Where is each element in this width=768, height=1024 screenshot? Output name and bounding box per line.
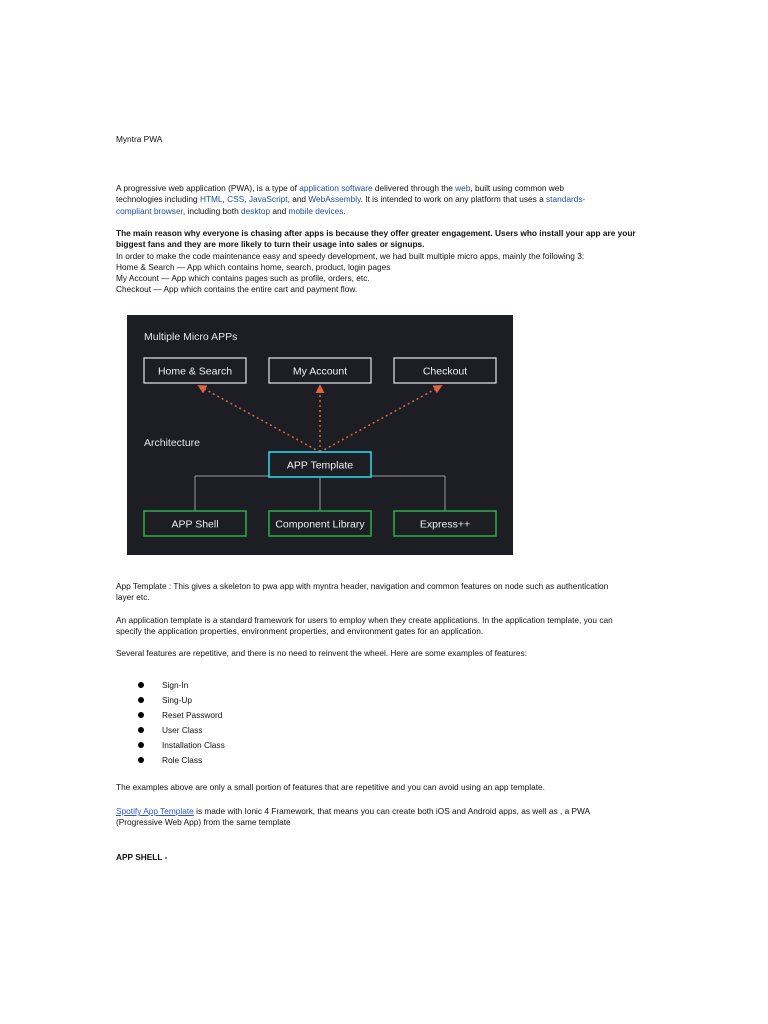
- architecture-heading: Architecture: [144, 437, 201, 449]
- spotify-line-2: (Progressive Web App) from the same template: [116, 817, 291, 828]
- feature-label: Reset Password: [162, 710, 223, 720]
- features-intro: Several features are repetitive, and there is no need to reinvent the wheel. Here are some examples of features:: [116, 648, 527, 658]
- reason-line-3: In order to make the code maintenance easy and speedy development, we had built multiple micro apps, mainly the following 3:: [116, 250, 585, 261]
- bullet-icon: [138, 742, 144, 748]
- link-web[interactable]: web: [455, 183, 471, 193]
- intro-text: A progressive web application (PWA), is a type of: [116, 183, 300, 193]
- app-template-description: [116, 581, 652, 604]
- intro-text: , and: [287, 194, 309, 205]
- reason-line-2: biggest fans and they are more likely to turn their usage into sales or signups.: [116, 239, 425, 250]
- arrow-to-checkout: [320, 386, 441, 452]
- feature-label: Installation Class: [162, 740, 225, 750]
- app-template-label: APP Template: [286, 459, 354, 472]
- bullet-icon: [138, 682, 144, 688]
- app-template-def-line-2: specify the application properties, environment properties, and environment gates for an application.: [116, 626, 484, 637]
- app-shell-heading: APP SHELL -: [116, 852, 168, 862]
- link-application-software[interactable]: application software: [299, 183, 373, 193]
- link-compliant-browser[interactable]: compliant browser: [116, 205, 183, 216]
- reason-paragraph: [116, 228, 652, 296]
- express-label: Express++: [419, 518, 471, 531]
- intro-text: ,: [222, 194, 228, 205]
- spotify-line-1: [116, 806, 652, 817]
- app-template-def-line-1: An application template is a standard framework for users to employ when they create applications. In the application template, you can: [116, 615, 613, 625]
- component-library-label: Component Library: [275, 518, 365, 531]
- app-shell-label: APP Shell: [171, 518, 219, 531]
- intro-paragraph: [116, 183, 652, 217]
- architecture-diagram: [127, 315, 513, 555]
- reason-line-4: Home & Search — App which contains home, search, product, login pages: [116, 261, 391, 272]
- intro-line-1: [116, 183, 652, 194]
- architecture-diagram-svg: [127, 315, 513, 555]
- app-template-desc-line-2: layer etc.: [116, 592, 150, 603]
- intro-text: . It is intended to work on any platform that uses a: [360, 194, 547, 205]
- spotify-paragraph: [116, 806, 652, 829]
- feature-label: Sing-Up: [162, 695, 192, 705]
- micro-apps-heading: Multiple Micro APPs: [144, 331, 238, 343]
- feature-label: Role Class: [162, 755, 203, 765]
- intro-line-3: [116, 206, 652, 217]
- bullet-icon: [138, 727, 144, 733]
- bullet-icon: [138, 757, 144, 763]
- reason-line-1: The main reason why everyone is chasing after apps is because they offer greater engagement. Users who install your app are your: [116, 228, 636, 238]
- link-mobile-devices[interactable]: mobile devices: [288, 205, 344, 216]
- link-desktop[interactable]: desktop: [241, 205, 271, 216]
- reason-line-5: My Account — App which contains pages such as profile, orders, etc.: [116, 273, 370, 284]
- intro-text: , including both: [182, 205, 241, 216]
- spotify-text: is made with Ionic 4 Framework, that means you can create both iOS and Android apps, as well as , a PWA: [193, 806, 591, 816]
- reason-line-6: Checkout — App which contains the entire cart and payment flow.: [116, 284, 358, 295]
- intro-text: delivered through the: [372, 183, 456, 193]
- intro-text: , built using common web: [470, 183, 565, 193]
- link-webassembly[interactable]: WebAssembly: [308, 194, 361, 205]
- examples-note: The examples above are only a small portion of features that are repetitive and you can avoid using an app template.: [116, 782, 545, 792]
- link-javascript[interactable]: JavaScript: [248, 194, 288, 205]
- link-css[interactable]: CSS: [227, 194, 245, 205]
- intro-text: .: [343, 205, 346, 216]
- app-template-definition: [116, 615, 652, 638]
- page-title: Myntra PWA: [116, 134, 163, 144]
- link-spotify-app-template[interactable]: Spotify App Template: [116, 806, 194, 816]
- checkout-label: Checkout: [422, 365, 468, 378]
- intro-text: ,: [244, 194, 249, 205]
- feature-label: Sign-In: [162, 680, 189, 690]
- bullet-icon: [138, 697, 144, 703]
- link-standards[interactable]: standards-: [546, 194, 586, 205]
- link-html[interactable]: HTML: [199, 194, 223, 205]
- intro-line-2: [116, 194, 652, 205]
- arrow-to-home-search: [199, 386, 320, 452]
- feature-label: User Class: [162, 725, 203, 735]
- my-account-label: My Account: [292, 365, 348, 378]
- app-template-desc-line-1: App Template : This gives a skeleton to pwa app with myntra header, navigation and common features on node such as authentication: [116, 581, 609, 591]
- intro-text: technologies including: [116, 194, 200, 205]
- home-search-label: Home & Search: [157, 365, 233, 378]
- intro-text: and: [270, 205, 289, 216]
- bullet-icon: [138, 712, 144, 718]
